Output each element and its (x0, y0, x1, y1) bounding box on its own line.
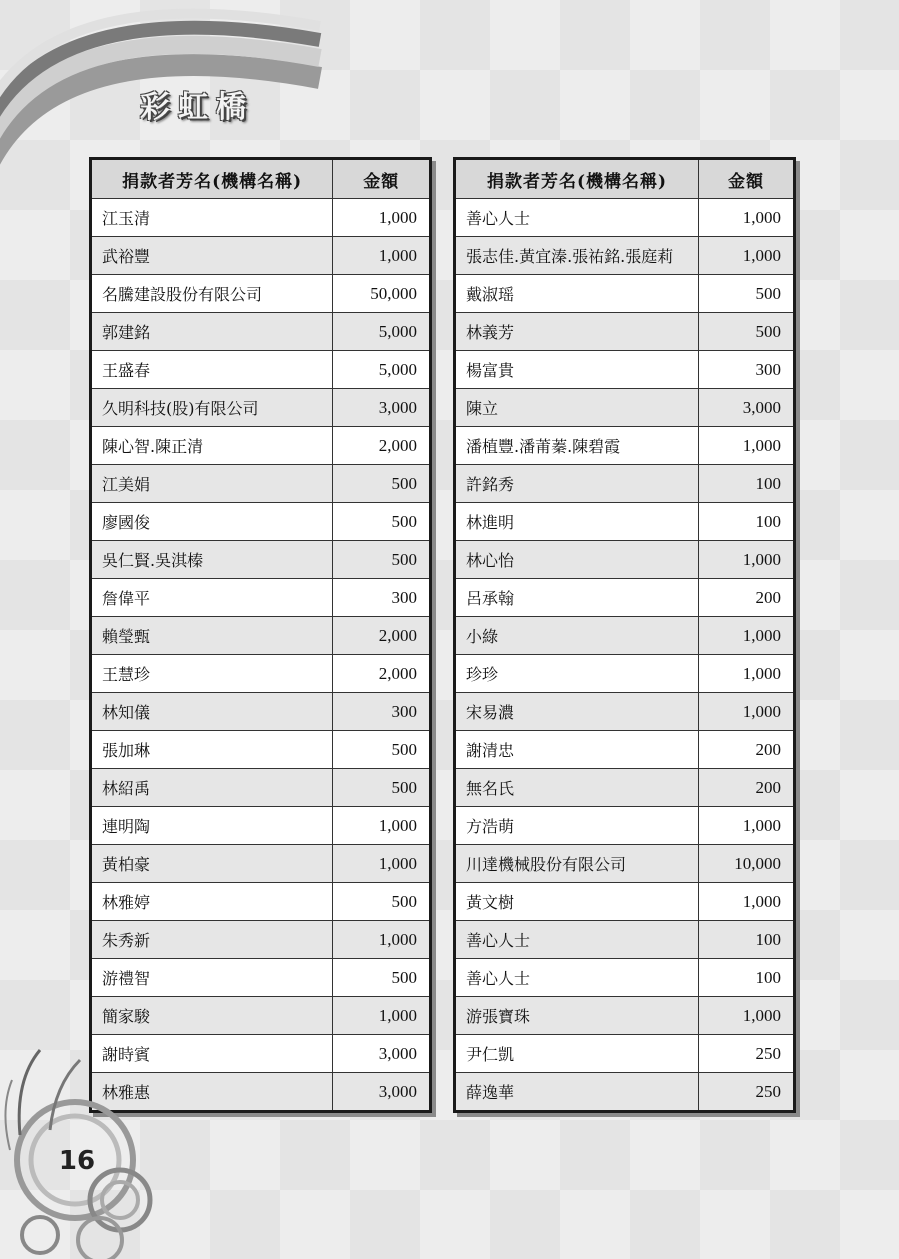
donor-name: 善心人士 (455, 921, 699, 959)
donor-name: 武裕豐 (91, 237, 333, 275)
donor-name: 薛逸華 (455, 1073, 699, 1112)
header-donor-name: 捐款者芳名(機構名稱) (91, 159, 333, 199)
donor-name: 許銘秀 (455, 465, 699, 503)
donation-amount: 250 (699, 1073, 795, 1112)
donor-name: 呂承翰 (455, 579, 699, 617)
table-row (91, 389, 431, 427)
donation-amount: 3,000 (333, 389, 431, 427)
donor-name: 朱秀新 (91, 921, 333, 959)
table-row (455, 883, 795, 921)
donation-amount: 500 (333, 465, 431, 503)
donation-amount: 1,000 (699, 541, 795, 579)
table-row (91, 237, 431, 275)
donation-amount: 1,000 (699, 199, 795, 237)
header-donor-name: 捐款者芳名(機構名稱) (455, 159, 699, 199)
table-row (455, 617, 795, 655)
table-row (455, 997, 795, 1035)
donor-name: 林知儀 (91, 693, 333, 731)
donor-name: 江美娟 (91, 465, 333, 503)
donor-name: 游禮智 (91, 959, 333, 997)
donation-amount: 1,000 (699, 997, 795, 1035)
donation-amount: 2,000 (333, 427, 431, 465)
donor-name: 郭建銘 (91, 313, 333, 351)
table-row (455, 199, 795, 237)
donor-name: 名騰建設股份有限公司 (91, 275, 333, 313)
donor-name: 謝時賓 (91, 1035, 333, 1073)
donor-name: 林進明 (455, 503, 699, 541)
table-row (455, 807, 795, 845)
donation-amount: 200 (699, 579, 795, 617)
table-row (455, 921, 795, 959)
donor-name: 潘植豐.潘莆蓁.陳碧霞 (455, 427, 699, 465)
donor-name: 珍珍 (455, 655, 699, 693)
donor-name: 無名氏 (455, 769, 699, 807)
donor-name: 黃柏豪 (91, 845, 333, 883)
donor-name: 陳心智.陳正清 (91, 427, 333, 465)
donor-name: 詹偉平 (91, 579, 333, 617)
table-row (455, 541, 795, 579)
table-row (455, 959, 795, 997)
table-row (91, 617, 431, 655)
table-row (455, 655, 795, 693)
donor-name: 王盛春 (91, 351, 333, 389)
donation-amount: 3,000 (333, 1035, 431, 1073)
donor-name: 黃文樹 (455, 883, 699, 921)
donation-amount: 1,000 (699, 693, 795, 731)
donor-name: 陳立 (455, 389, 699, 427)
donation-amount: 100 (699, 503, 795, 541)
table-row (91, 883, 431, 921)
donor-name: 游張寶珠 (455, 997, 699, 1035)
donation-amount: 1,000 (333, 921, 431, 959)
donation-amount: 300 (333, 579, 431, 617)
table-row (455, 693, 795, 731)
donor-name: 尹仁凱 (455, 1035, 699, 1073)
table-row (455, 731, 795, 769)
donation-amount: 1,000 (699, 883, 795, 921)
table-row (91, 313, 431, 351)
donation-amount: 1,000 (333, 199, 431, 237)
donor-name: 林紹禹 (91, 769, 333, 807)
donation-amount: 3,000 (333, 1073, 431, 1112)
donation-amount: 1,000 (699, 617, 795, 655)
page-title: 彩虹橋 (140, 90, 254, 125)
donation-amount: 500 (333, 883, 431, 921)
table-row (91, 351, 431, 389)
table-row (455, 845, 795, 883)
donation-amount: 200 (699, 731, 795, 769)
table-row (455, 1035, 795, 1073)
donation-amount: 1,000 (699, 655, 795, 693)
donation-amount: 100 (699, 921, 795, 959)
donor-name: 楊富貴 (455, 351, 699, 389)
donor-name: 賴瑩甄 (91, 617, 333, 655)
donor-name: 吳仁賢.吳淇榛 (91, 541, 333, 579)
table-row (91, 807, 431, 845)
donor-table-right (453, 157, 796, 1113)
table-row (91, 655, 431, 693)
donation-amount: 2,000 (333, 617, 431, 655)
donation-amount: 10,000 (699, 845, 795, 883)
donation-amount: 500 (333, 731, 431, 769)
donation-amount: 50,000 (333, 275, 431, 313)
donor-name: 王慧珍 (91, 655, 333, 693)
table-row (91, 427, 431, 465)
donor-name: 張志佳.黃宜溱.張祐銘.張庭莉 (455, 237, 699, 275)
donation-amount: 1,000 (699, 807, 795, 845)
donation-amount: 3,000 (699, 389, 795, 427)
donation-amount: 1,000 (699, 427, 795, 465)
donor-name: 善心人士 (455, 959, 699, 997)
table-row (91, 541, 431, 579)
table-row (91, 997, 431, 1035)
donor-name: 林雅婷 (91, 883, 333, 921)
donor-name: 張加琳 (91, 731, 333, 769)
table-header-row (455, 159, 795, 199)
donation-amount: 500 (333, 959, 431, 997)
donor-name: 小綠 (455, 617, 699, 655)
table-row (91, 959, 431, 997)
table-row (455, 351, 795, 389)
donation-amount: 1,000 (699, 237, 795, 275)
table-row (455, 579, 795, 617)
table-row (91, 693, 431, 731)
header-amount: 金額 (699, 159, 795, 199)
donation-amount: 5,000 (333, 313, 431, 351)
donation-amount: 1,000 (333, 237, 431, 275)
table-row (91, 845, 431, 883)
donation-amount: 300 (333, 693, 431, 731)
table-row (91, 275, 431, 313)
donor-name: 宋易濃 (455, 693, 699, 731)
donor-name: 謝清忠 (455, 731, 699, 769)
donor-name: 方浩萌 (455, 807, 699, 845)
table-row (91, 769, 431, 807)
table-row (91, 465, 431, 503)
donation-amount: 100 (699, 465, 795, 503)
donation-amount: 500 (333, 769, 431, 807)
donor-name: 林義芳 (455, 313, 699, 351)
donation-amount: 250 (699, 1035, 795, 1073)
donor-name: 廖國俊 (91, 503, 333, 541)
table-row (455, 237, 795, 275)
table-row (455, 427, 795, 465)
donor-name: 林心怡 (455, 541, 699, 579)
table-row (91, 731, 431, 769)
donor-name: 江玉清 (91, 199, 333, 237)
donor-name: 川達機械股份有限公司 (455, 845, 699, 883)
donation-amount: 100 (699, 959, 795, 997)
donor-name: 戴淑瑶 (455, 275, 699, 313)
donation-amount: 5,000 (333, 351, 431, 389)
donation-amount: 1,000 (333, 807, 431, 845)
donation-amount: 200 (699, 769, 795, 807)
donor-name: 連明陶 (91, 807, 333, 845)
donation-amount: 1,000 (333, 997, 431, 1035)
table-row (455, 275, 795, 313)
table-row (455, 503, 795, 541)
donation-amount: 2,000 (333, 655, 431, 693)
donation-amount: 500 (333, 503, 431, 541)
table-row (455, 769, 795, 807)
table-row (455, 465, 795, 503)
table-row (91, 579, 431, 617)
page-number: 16 (58, 1146, 96, 1176)
donation-amount: 500 (699, 313, 795, 351)
donation-amount: 1,000 (333, 845, 431, 883)
table-row (91, 503, 431, 541)
donor-name: 久明科技(股)有限公司 (91, 389, 333, 427)
donor-table-left (89, 157, 432, 1113)
table-row (455, 1073, 795, 1112)
donor-name: 善心人士 (455, 199, 699, 237)
table-row (91, 921, 431, 959)
donation-amount: 500 (699, 275, 795, 313)
header-amount: 金額 (333, 159, 431, 199)
donation-amount: 300 (699, 351, 795, 389)
table-header-row (91, 159, 431, 199)
donor-name: 簡家駿 (91, 997, 333, 1035)
donation-amount: 500 (333, 541, 431, 579)
table-row (455, 389, 795, 427)
table-row (455, 313, 795, 351)
donor-name: 林雅惠 (91, 1073, 333, 1112)
table-row (91, 199, 431, 237)
